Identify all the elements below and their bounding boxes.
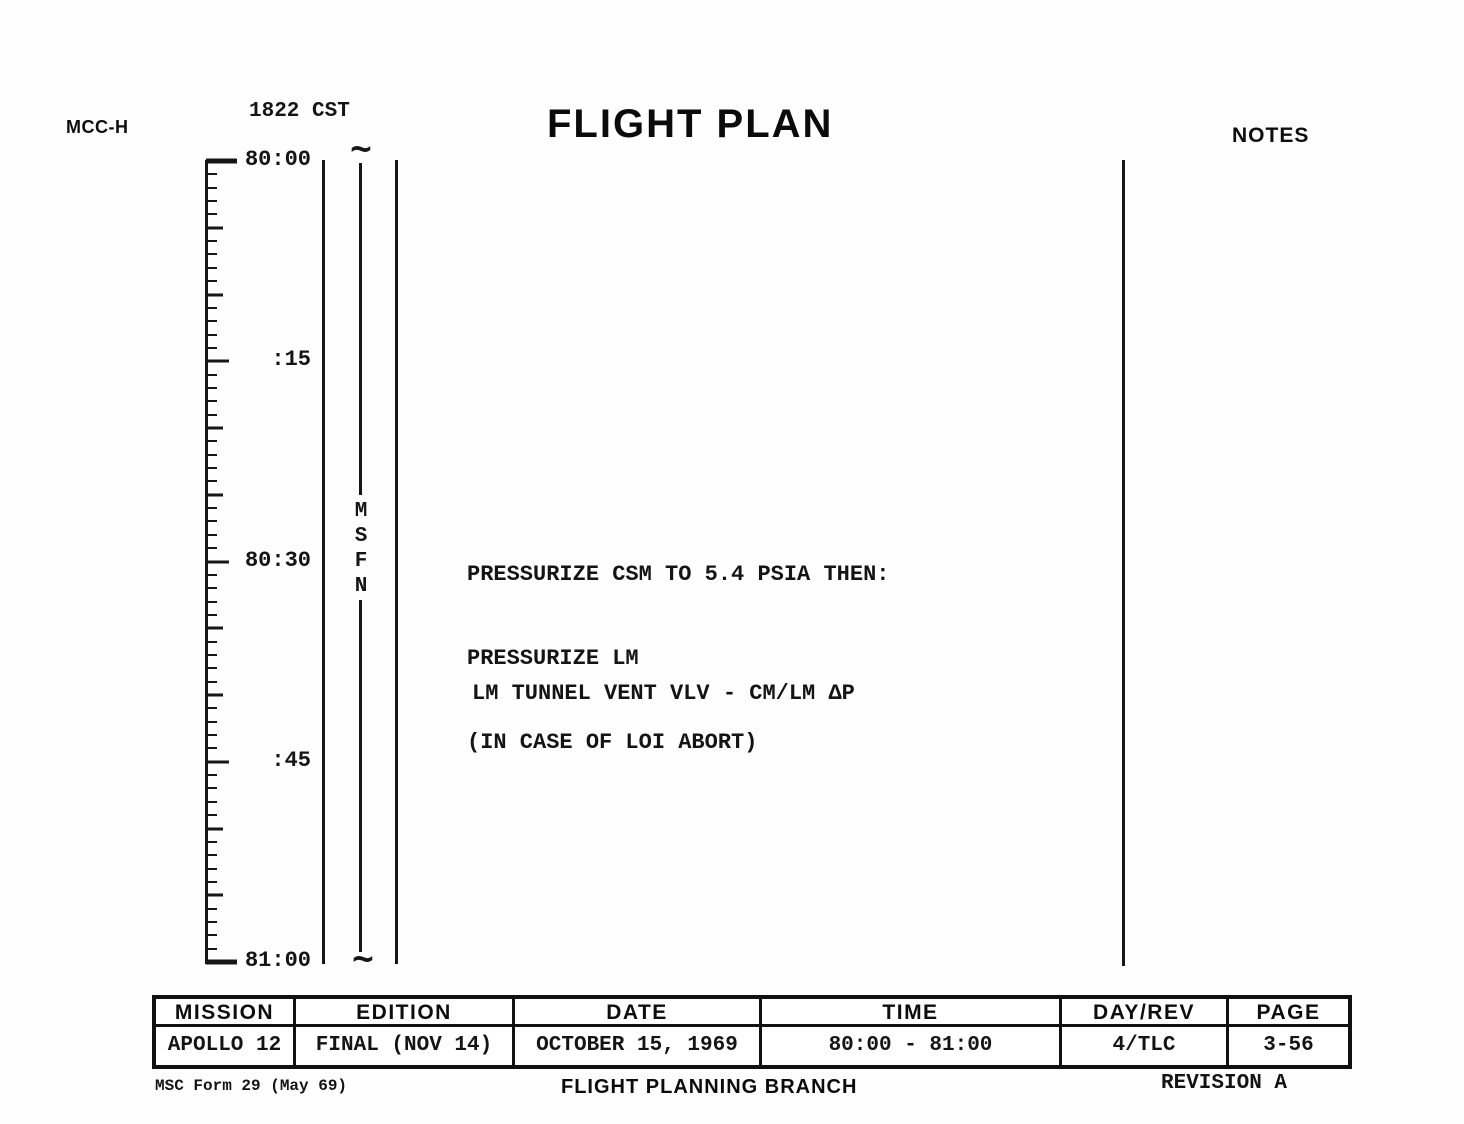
branch-label: FLIGHT PLANNING BRANCH	[561, 1076, 858, 1098]
notes-column-label: NOTES	[1232, 124, 1310, 147]
ruler-tick	[206, 400, 217, 402]
ruler-tick	[206, 200, 217, 202]
ruler-tick	[206, 454, 217, 456]
timeline-label: :15	[271, 347, 311, 373]
ruler-tick	[206, 547, 217, 549]
ruler-tick	[206, 307, 217, 309]
ruler-tick	[206, 480, 217, 482]
table-value-mission: APOLLO 12	[156, 1027, 296, 1065]
ruler-tick	[206, 507, 217, 509]
footer-table-header-row	[156, 999, 1348, 1027]
timeline-label: :45	[271, 747, 311, 773]
table-header-time: TIME	[762, 999, 1062, 1027]
msfn-line-upper	[359, 163, 362, 495]
ruler-tick	[206, 721, 217, 723]
ruler-tick	[206, 841, 217, 843]
ruler-tick	[206, 854, 217, 856]
ruler-tick	[206, 187, 217, 189]
footer-table-value-row	[156, 1027, 1348, 1065]
ruler-tick	[206, 293, 223, 296]
table-value-time: 80:00 - 81:00	[762, 1027, 1062, 1065]
msfn-line-lower	[359, 600, 362, 952]
ruler-tick	[206, 881, 217, 883]
squiggle-bottom-icon: ~	[352, 938, 374, 979]
activity-block-tunnel-vent	[472, 624, 855, 764]
ruler-tick	[206, 267, 217, 269]
ruler-tick	[206, 827, 223, 830]
ruler-tick	[206, 159, 237, 164]
station-label: MCC-H	[66, 117, 129, 137]
ruler-tick	[206, 734, 217, 736]
ruler-tick	[206, 493, 223, 496]
ruler-tick	[206, 534, 217, 536]
ruler-tick	[206, 226, 223, 229]
table-header-day-rev: DAY/REV	[1062, 999, 1229, 1027]
revision-label: REVISION A	[1161, 1072, 1288, 1095]
ruler-tick	[206, 374, 217, 376]
table-header-edition: EDITION	[296, 999, 515, 1027]
ruler-tick	[206, 334, 217, 336]
table-value-date: OCTOBER 15, 1969	[515, 1027, 762, 1065]
ruler-tick	[206, 387, 217, 389]
ruler-tick	[206, 908, 217, 910]
ruler-tick	[206, 641, 217, 643]
cst-time-label: 1822 CST	[249, 100, 350, 123]
ruler-tick	[206, 627, 223, 630]
ruler-tick	[206, 440, 217, 442]
timeline-line-left	[322, 160, 325, 964]
ruler-tick	[206, 520, 217, 522]
ruler-tick	[206, 760, 229, 763]
ruler-tick	[206, 213, 217, 215]
ruler-tick	[206, 654, 217, 656]
activity-line: PRESSURIZE CSM TO 5.4 PSIA THEN:	[467, 562, 890, 587]
squiggle-top-icon: ~	[350, 128, 372, 169]
timeline-label: 80:00	[244, 147, 311, 172]
msfn-label: MSFN	[354, 500, 368, 598]
activity-line: PRESSURIZE LM	[467, 646, 639, 671]
ruler-tick	[206, 960, 237, 965]
table-header-mission: MISSION	[156, 999, 296, 1027]
ruler-tick	[206, 347, 217, 349]
ruler-tick	[206, 614, 217, 616]
ruler-tick	[206, 681, 217, 683]
ruler-tick	[206, 814, 217, 816]
ruler-tick	[206, 694, 223, 697]
ruler-tick	[206, 414, 217, 416]
ruler-tick	[206, 868, 217, 870]
ruler-tick	[206, 280, 217, 282]
table-value-page: 3-56	[1263, 1034, 1314, 1057]
ruler-tick	[206, 948, 217, 950]
ruler-tick	[206, 747, 217, 749]
activity-line: LM TUNNEL VENT VLV - CM/LM ΔP	[472, 681, 855, 706]
ruler-tick	[206, 467, 217, 469]
ruler-tick	[206, 360, 229, 363]
ruler-tick	[206, 934, 217, 936]
table-header-date: DATE	[515, 999, 762, 1027]
table-header-page: PAGE	[1229, 999, 1348, 1027]
ruler-tick	[206, 574, 217, 576]
timeline-label: 80:30	[244, 547, 311, 573]
ruler-tick	[206, 774, 217, 776]
ruler-tick	[206, 587, 217, 589]
table-value-day-rev: 4/TLC	[1062, 1027, 1229, 1065]
ruler-tick	[206, 894, 223, 897]
form-number-label: MSC Form 29 (May 69)	[155, 1077, 348, 1095]
notes-divider-line	[1122, 160, 1125, 966]
ruler-tick	[206, 601, 217, 603]
ruler-tick	[206, 787, 217, 789]
timeline-line-right	[395, 160, 398, 964]
ruler-tick	[206, 560, 229, 563]
ruler-tick	[206, 320, 217, 322]
table-value-edition: FINAL (NOV 14)	[296, 1027, 515, 1065]
page-title: FLIGHT PLAN	[547, 102, 834, 146]
ruler-tick	[206, 427, 223, 430]
footer-table	[152, 995, 1352, 1069]
ruler-tick	[206, 173, 217, 175]
timeline-label: 81:00	[244, 948, 311, 973]
activity-line: (IN CASE OF LOI ABORT)	[467, 730, 758, 755]
ruler-tick	[206, 253, 217, 255]
ruler-tick	[206, 921, 217, 923]
ruler-tick	[206, 240, 217, 242]
ruler-tick	[206, 667, 217, 669]
ruler-tick	[206, 707, 217, 709]
ruler-tick	[206, 801, 217, 803]
